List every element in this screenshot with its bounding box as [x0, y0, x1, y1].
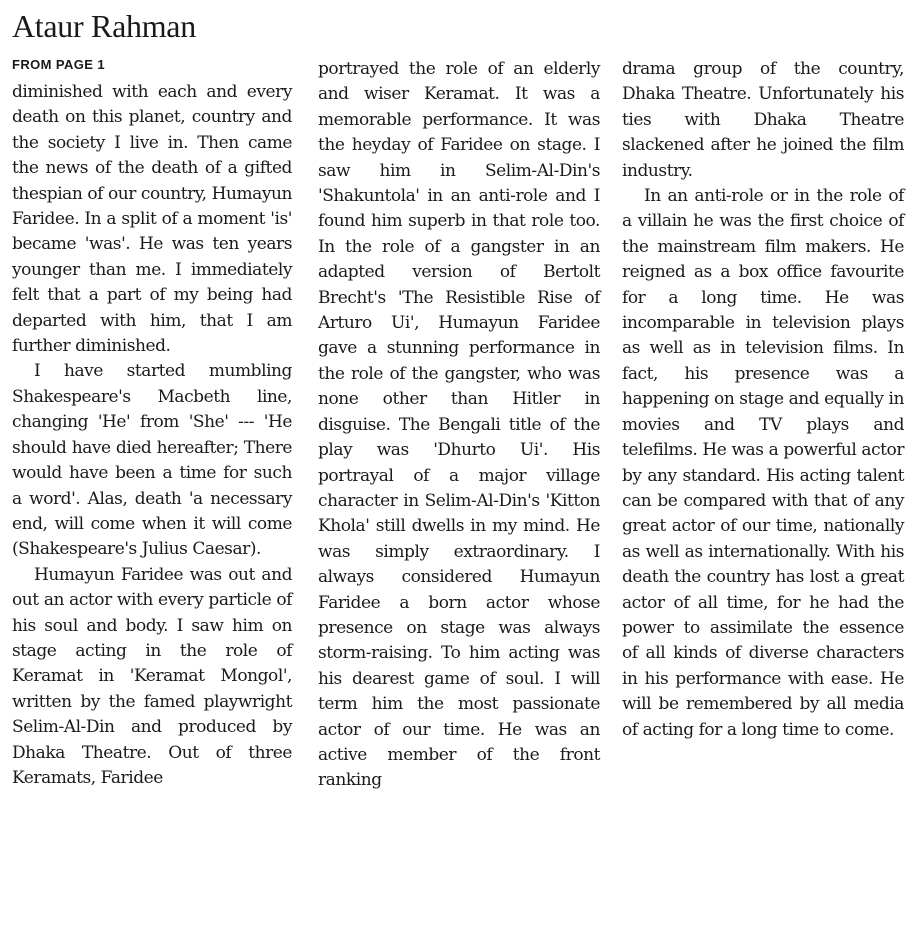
paragraph: drama group of the country, Dhaka Theatre. Unfortunately his ties with Dhaka Theatre slackened after he joined the film industry. [622, 59, 904, 181]
jump-label: FROM PAGE 1 [12, 57, 106, 72]
paragraph: diminished with each and every death on this planet, country and the society I live in. Then came the news of the death of a gifted thespian of our country, Humayun Faridee. In a split of a moment 'is' became 'was'. He was ten years younger than me. I immediately felt that a part of my being had departed with him, that I am further diminished. [12, 82, 292, 357]
paragraph: Humayun Faridee was out and out an actor with every particle of his soul and body. I saw him on stage acting in the role of Keramat in 'Keramat Mongol', written by the famed playwright Selim-Al-Din and produced by Dhaka Theatre. Out of three Keramats, Faridee [12, 564, 292, 788]
article-column-3 [622, 57, 904, 743]
byline: Ataur Rahman [12, 8, 196, 44]
paragraph: portrayed the role of an elderly and wiser Keramat. It was a memorable performance. It was the heyday of Faridee on stage. I saw him in Selim-Al-Din's 'Shakuntola' in an anti-role and I found him superb in that role too. In the role of a gangster in an adapted version of Bertolt Brecht's 'The Resistible Rise of Arturo Ui', Humayun Faridee gave a stunning performance in the role of the gangster, who was none other than Hitler in disguise. The Bengali title of the play was 'Dhurto Ui'. His portrayal of a major village character in Selim-Al-Din's 'Kitton Khola' still dwells in my mind. He was simply extraordinary. I always considered Humayun Faridee a born actor whose presence on stage was always storm-raising. To him acting was his dearest game of soul. I will term him the most passionate actor of our time. He was an active member of the front ranking [318, 59, 600, 791]
paragraph: In an anti-role or in the role of a villain he was the first choice of the mainstream film makers. He reigned as a box office favourite for a long time. He was incomparable in television plays as well as in television films. In fact, his presence was a happening on stage and equally in movies and TV plays and telefilms. He was a powerful actor by any standard. His acting talent can be compared with that of any great actor of our time, nationally as well as internationally. With his death the country has lost a great actor of all time, for he had the power to assimilate the essence of all kinds of diverse characters in his performance with ease. He will be remembered by all media of acting for a long time to come. [622, 186, 904, 740]
article-column-1 [12, 80, 292, 791]
article-column-2 [318, 57, 600, 794]
paragraph: I have started mumbling Shakespeare's Macbeth line, changing 'He' from 'She' --- 'He should have died hereafter; There would have been a time for such a word'. Alas, death 'a necessary end, will come when it will come (Shakespeare's Julius Caesar). [12, 361, 292, 560]
